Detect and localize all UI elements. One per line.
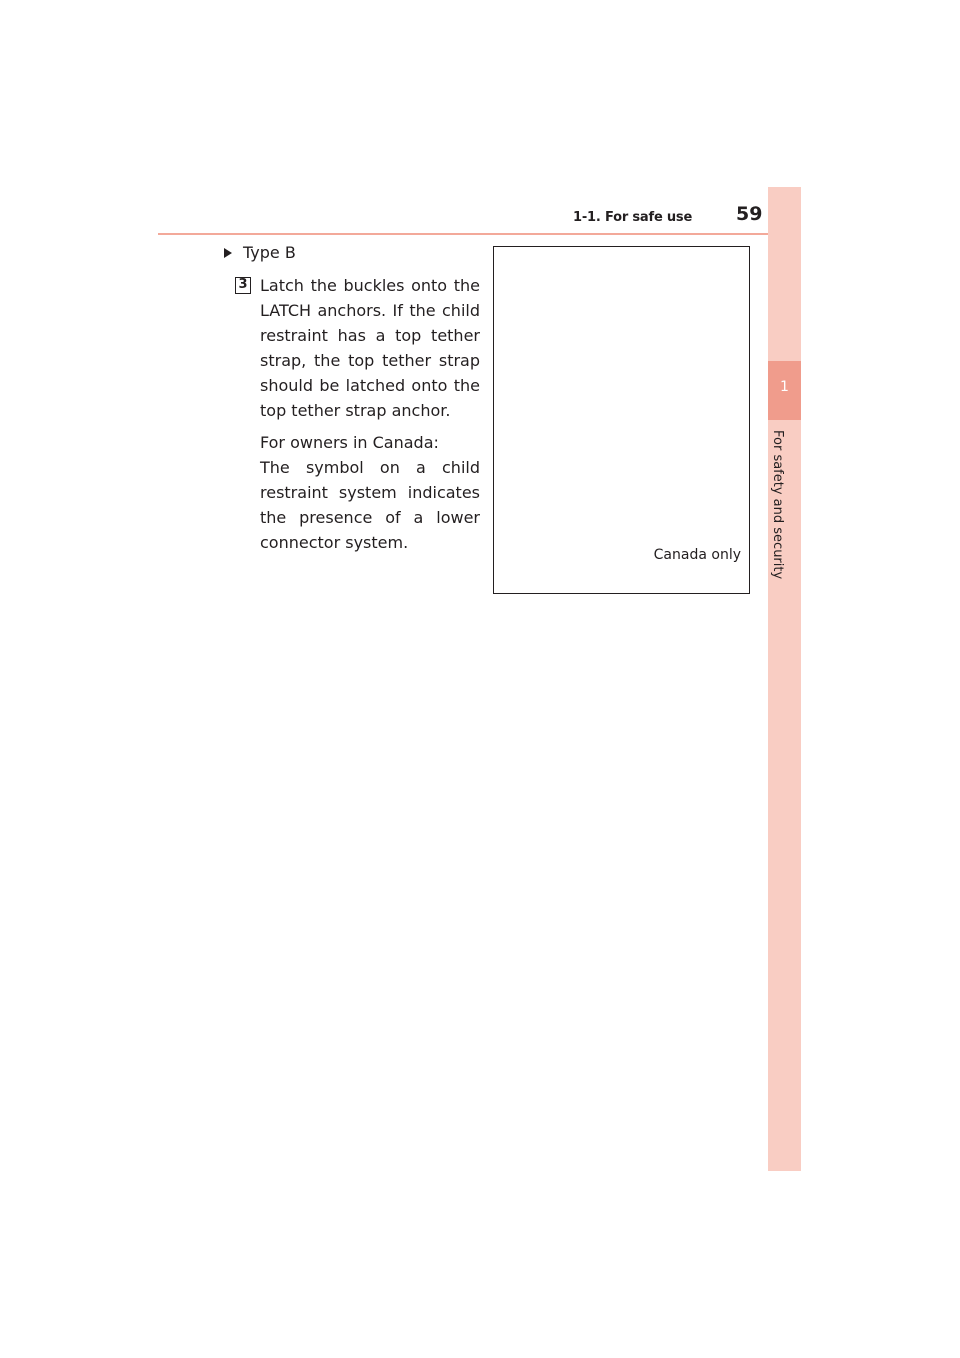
illustration-frame	[493, 246, 750, 594]
header-divider	[158, 233, 800, 235]
chapter-number-tab: 1	[768, 361, 801, 420]
chapter-side-tab	[768, 187, 801, 1171]
type-label: Type B	[243, 243, 296, 262]
step-number-badge: 3	[235, 277, 251, 294]
section-title: 1-1. For safe use	[573, 210, 693, 225]
page-number: 59	[736, 203, 763, 225]
bullet-triangle-icon	[224, 248, 232, 258]
canada-text: The symbol on a child restraint system indicates the presence of a lower connector system.	[260, 458, 480, 552]
chapter-title-vertical: For safety and security	[770, 430, 785, 580]
type-heading	[224, 243, 296, 262]
canada-heading: For owners in Canada:	[260, 433, 439, 452]
step-instruction-text: Latch the buckles onto the LATCH anchors. If the child restraint has a top tether strap, the top tether strap should be latched onto the top tether strap anchor.	[260, 276, 480, 420]
canada-note	[260, 430, 480, 555]
figure-caption: Canada only	[653, 547, 741, 563]
